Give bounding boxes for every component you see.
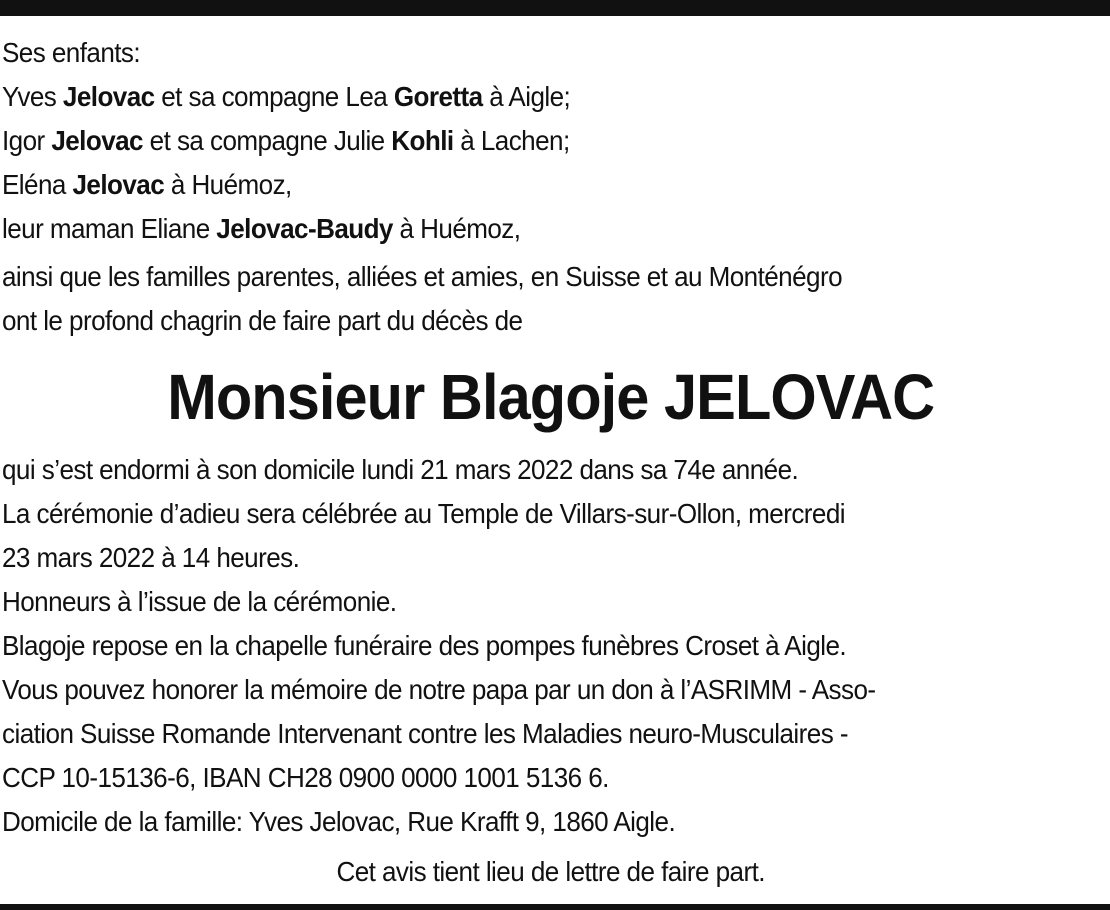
family-member-line: leur maman Eliane Jelovac-Baudy à Huémoz,	[2, 213, 521, 244]
partner-surname: Goretta	[393, 81, 483, 112]
detail-line: Honneurs à l’issue de la cérémonie.	[2, 586, 397, 617]
top-border-rule	[0, 0, 1110, 16]
family-member-line: Yves Jelovac et sa compagne Lea Goretta à Aigle;	[2, 81, 571, 112]
deceased-name-heading: Monsieur Blagoje JELOVAC	[167, 361, 935, 433]
intro-line: ainsi que les familles parentes, alliées et amies, en Suisse et au Monténégro	[2, 261, 842, 292]
family-surname: Jelovac	[51, 125, 143, 156]
detail-line: Vous pouvez honorer la mémoire de notre papa par un don à l’ASRIMM - Asso-	[2, 674, 876, 705]
obituary-notice	[2, 31, 1031, 894]
detail-line: qui s’est endormi à son domicile lundi 21 mars 2022 dans sa 74e année.	[2, 454, 799, 485]
detail-line: ciation Suisse Romande Intervenant contre les Maladies neuro-Musculaires -	[2, 718, 848, 749]
family-surname: Jelovac-Baudy	[216, 213, 393, 244]
detail-line: 23 mars 2022 à 14 heures.	[2, 542, 300, 573]
detail-line: La cérémonie d’adieu sera célébrée au Temple de Villars-sur-Ollon, mercredi	[2, 498, 846, 529]
family-heading: Ses enfants:	[2, 37, 141, 68]
closing-line: Cet avis tient lieu de lettre de faire part.	[336, 856, 765, 887]
family-surname: Jelovac	[72, 169, 165, 200]
family-member-line: Eléna Jelovac à Huémoz,	[2, 169, 292, 200]
family-surname: Jelovac	[62, 81, 155, 112]
family-member-line: Igor Jelovac et sa compagne Julie Kohli à Lachen;	[2, 125, 570, 156]
bottom-border-rule	[0, 904, 1110, 910]
detail-line: Blagoje repose en la chapelle funéraire des pompes funèbres Croset à Aigle.	[2, 630, 847, 661]
intro-line: ont le profond chagrin de faire part du décès de	[2, 305, 523, 336]
detail-line: CCP 10-15136-6, IBAN CH28 0900 0000 1001 5136 6.	[2, 762, 609, 793]
partner-surname: Kohli	[391, 125, 454, 156]
detail-line: Domicile de la famille: Yves Jelovac, Rue Krafft 9, 1860 Aigle.	[2, 806, 676, 837]
